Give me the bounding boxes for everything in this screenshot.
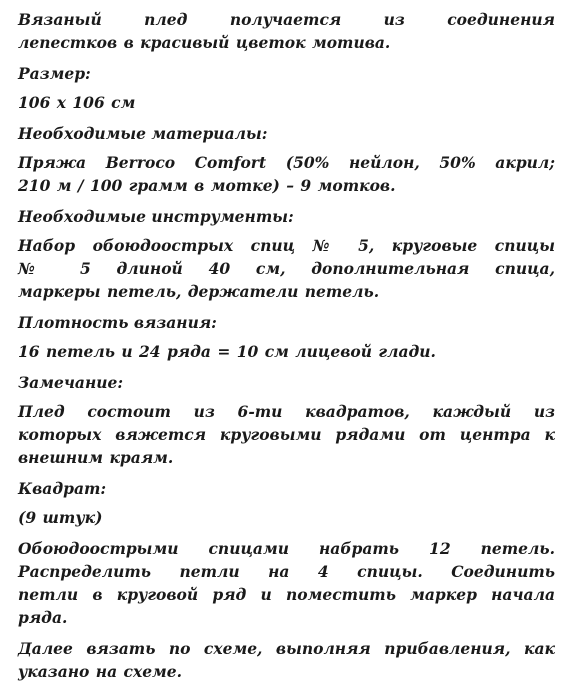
square-count: (9 штук) bbox=[18, 508, 103, 527]
materials-paragraph bbox=[18, 151, 555, 197]
pattern-line: Далее вязать по схеме, выполняя прибавления, как bbox=[18, 639, 555, 658]
note-line: Плед состоит из 6-ти квадратов, каждый из bbox=[18, 402, 555, 421]
gauge-heading: Плотность вязания: bbox=[18, 313, 217, 332]
tools-paragraph bbox=[18, 234, 555, 303]
cast-on-line: Обоюдоострыми спицами набрать 12 петель. bbox=[18, 539, 555, 558]
cast-on-line: Распределить петли на 4 спицы. Соединить bbox=[18, 562, 555, 581]
tools-line: № 5 длиной 40 см, дополнительная спица, bbox=[18, 259, 555, 278]
pattern-line: указано на схеме. bbox=[18, 662, 183, 681]
tools-line: Набор обоюдоострых спиц № 5, круговые спицы bbox=[18, 236, 555, 255]
tools-line: маркеры петель, держатели петель. bbox=[18, 282, 380, 301]
materials-line: 210 м / 100 грамм в мотке) – 9 мотков. bbox=[18, 176, 396, 195]
square-heading: Квадрат: bbox=[18, 479, 107, 498]
materials-line: Пряжа Berroco Comfort (50% нейлон, 50% акрил; bbox=[18, 153, 555, 172]
note-paragraph bbox=[18, 400, 555, 469]
intro-line: лепестков в красивый цветок мотива. bbox=[18, 33, 391, 52]
cast-on-paragraph bbox=[18, 537, 555, 629]
size-heading: Размер: bbox=[18, 64, 91, 83]
gauge-text: 16 петель и 24 ряда = 10 см лицевой глади. bbox=[18, 342, 436, 361]
cast-on-line: петли в круговой ряд и поместить маркер начала bbox=[18, 585, 555, 604]
materials-heading: Необходимые материалы: bbox=[18, 124, 268, 143]
pattern-paragraph bbox=[18, 637, 555, 683]
size-value: 106 х 106 см bbox=[18, 93, 136, 112]
note-line: внешним краям. bbox=[18, 448, 174, 467]
tools-heading: Необходимые инструменты: bbox=[18, 207, 294, 226]
note-line: которых вяжется круговыми рядами от центра к bbox=[18, 425, 555, 444]
cast-on-line: ряда. bbox=[18, 608, 68, 627]
intro-line: Вязаный плед получается из соединения bbox=[18, 10, 555, 29]
note-heading: Замечание: bbox=[18, 373, 124, 392]
intro-paragraph bbox=[18, 8, 555, 54]
